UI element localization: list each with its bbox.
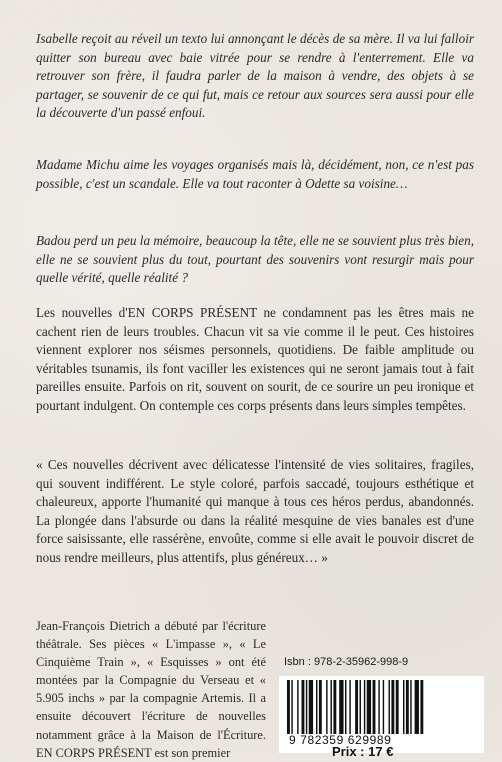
barcode-bar — [331, 680, 332, 734]
barcode-bar — [319, 680, 322, 734]
barcode-bar — [316, 680, 317, 734]
barcode-bar — [345, 680, 346, 734]
barcode-bar — [389, 680, 390, 734]
barcode-bar — [306, 680, 307, 734]
barcode-bar — [383, 680, 384, 734]
isbn-label: Isbn : 978-2-35962-998-9 — [284, 656, 409, 668]
price-label: Prix : 17 € — [332, 744, 394, 759]
barcode-bar — [297, 680, 298, 734]
barcode-bars — [287, 680, 477, 734]
review-quote: « Ces nouvelles décrivent avec délicatesse l'intensité de vies solitaires, fragiles, qui souvent indifférent. Le style coloré, parfois saccadé, toujours esthétique et chaleureux, apporte l'humanité qui manque à tous ces héros perdus, abandonnés. La plongée dans l'absurde ou dans la réalité mesquine de vies banales est d'une force saisissante, elle rassérène, envoûte, comme si elle avait le pouvoir discret de nous rendre meilleurs, plus attentifs, plus généreux… » — [36, 457, 474, 565]
barcode-bar — [378, 680, 379, 734]
barcode-bar — [410, 680, 411, 734]
barcode-bar — [360, 680, 361, 734]
barcode-digits: 9 782359 629989 — [289, 733, 392, 747]
barcode-bar — [291, 680, 292, 734]
excerpt-badou: Badou perd un peu la mémoire, beaucoup la tête, elle ne se souvient plus très bien, elle ne se souvient plus du tout, pourtant des souvenirs vont resurgir mais pour quelle vérité, quelle réalité ? — [36, 233, 474, 286]
barcode-bar — [287, 680, 290, 734]
barcode-bar — [415, 680, 419, 734]
barcode-bar — [364, 680, 365, 734]
barcode-bar — [367, 680, 371, 734]
barcode-bar — [396, 680, 399, 734]
excerpt-isabelle: Isabelle reçoit au réveil un texto lui annonçant le décès de sa mère. Il va lui falloir quitter son bureau avec baie vitrée pour se rendre à l'enterrement. Elle va retrouver son frère, il faudra parler de la maison à vendre, des objets à se partager, se souvenir de ce qui fut, mais ce retour aux sources sera aussi pour elle la découverte d'un passé enfoui. — [36, 31, 474, 121]
author-bio: Jean-François Dietrich a débuté par l'écriture théâtrale. Ses pièces « L'impasse », « Le Cinquième Train », « Esquisses » ont été montées par la Compagnie du Verseau et « 5.905 inchs » par la compagnie Artemis. Il a ensuite découvert l'écriture de nouvelles notamment grâce à la Maison de l'Écriture. EN CORPS PRÉSENT est son premier — [36, 619, 266, 760]
barcode-bar — [355, 680, 358, 734]
book-summary: Les nouvelles d'EN CORPS PRÉSENT ne condamnent pas les êtres mais ne cachent rien de leurs troubles. Chacun vit sa vie comme il le peut. Ces histoires viennent explorer nos séismes personnels, quotidiens. De faible amplitude ou véritables tsunamis, ils font vaciller les existences qui ne seront jamais tout à fait pareilles ensuite. Parfois on rit, souvent on sourit, de ce sourire un peu ironique et pourtant indulgent. On contemple ces corps présents dans leurs simples tempêtes. — [36, 305, 474, 413]
barcode-bar — [302, 680, 305, 734]
barcode-bar — [309, 680, 313, 734]
barcode-bar — [420, 680, 423, 734]
barcode — [279, 676, 484, 753]
barcode-bar — [349, 680, 350, 734]
barcode-bar — [403, 680, 404, 734]
barcode-bar — [333, 680, 336, 734]
barcode-bar — [391, 680, 394, 734]
barcode-bar — [339, 680, 343, 734]
barcode-bar — [373, 680, 376, 734]
barcode-bar — [406, 680, 409, 734]
excerpt-madame-michu: Madame Michu aime les voyages organisés mais là, décidément, non, ce n'est pas possible, c'est un scandale. Elle va tout raconter à Odette sa voisine… — [36, 157, 474, 191]
barcode-bar — [326, 680, 327, 734]
